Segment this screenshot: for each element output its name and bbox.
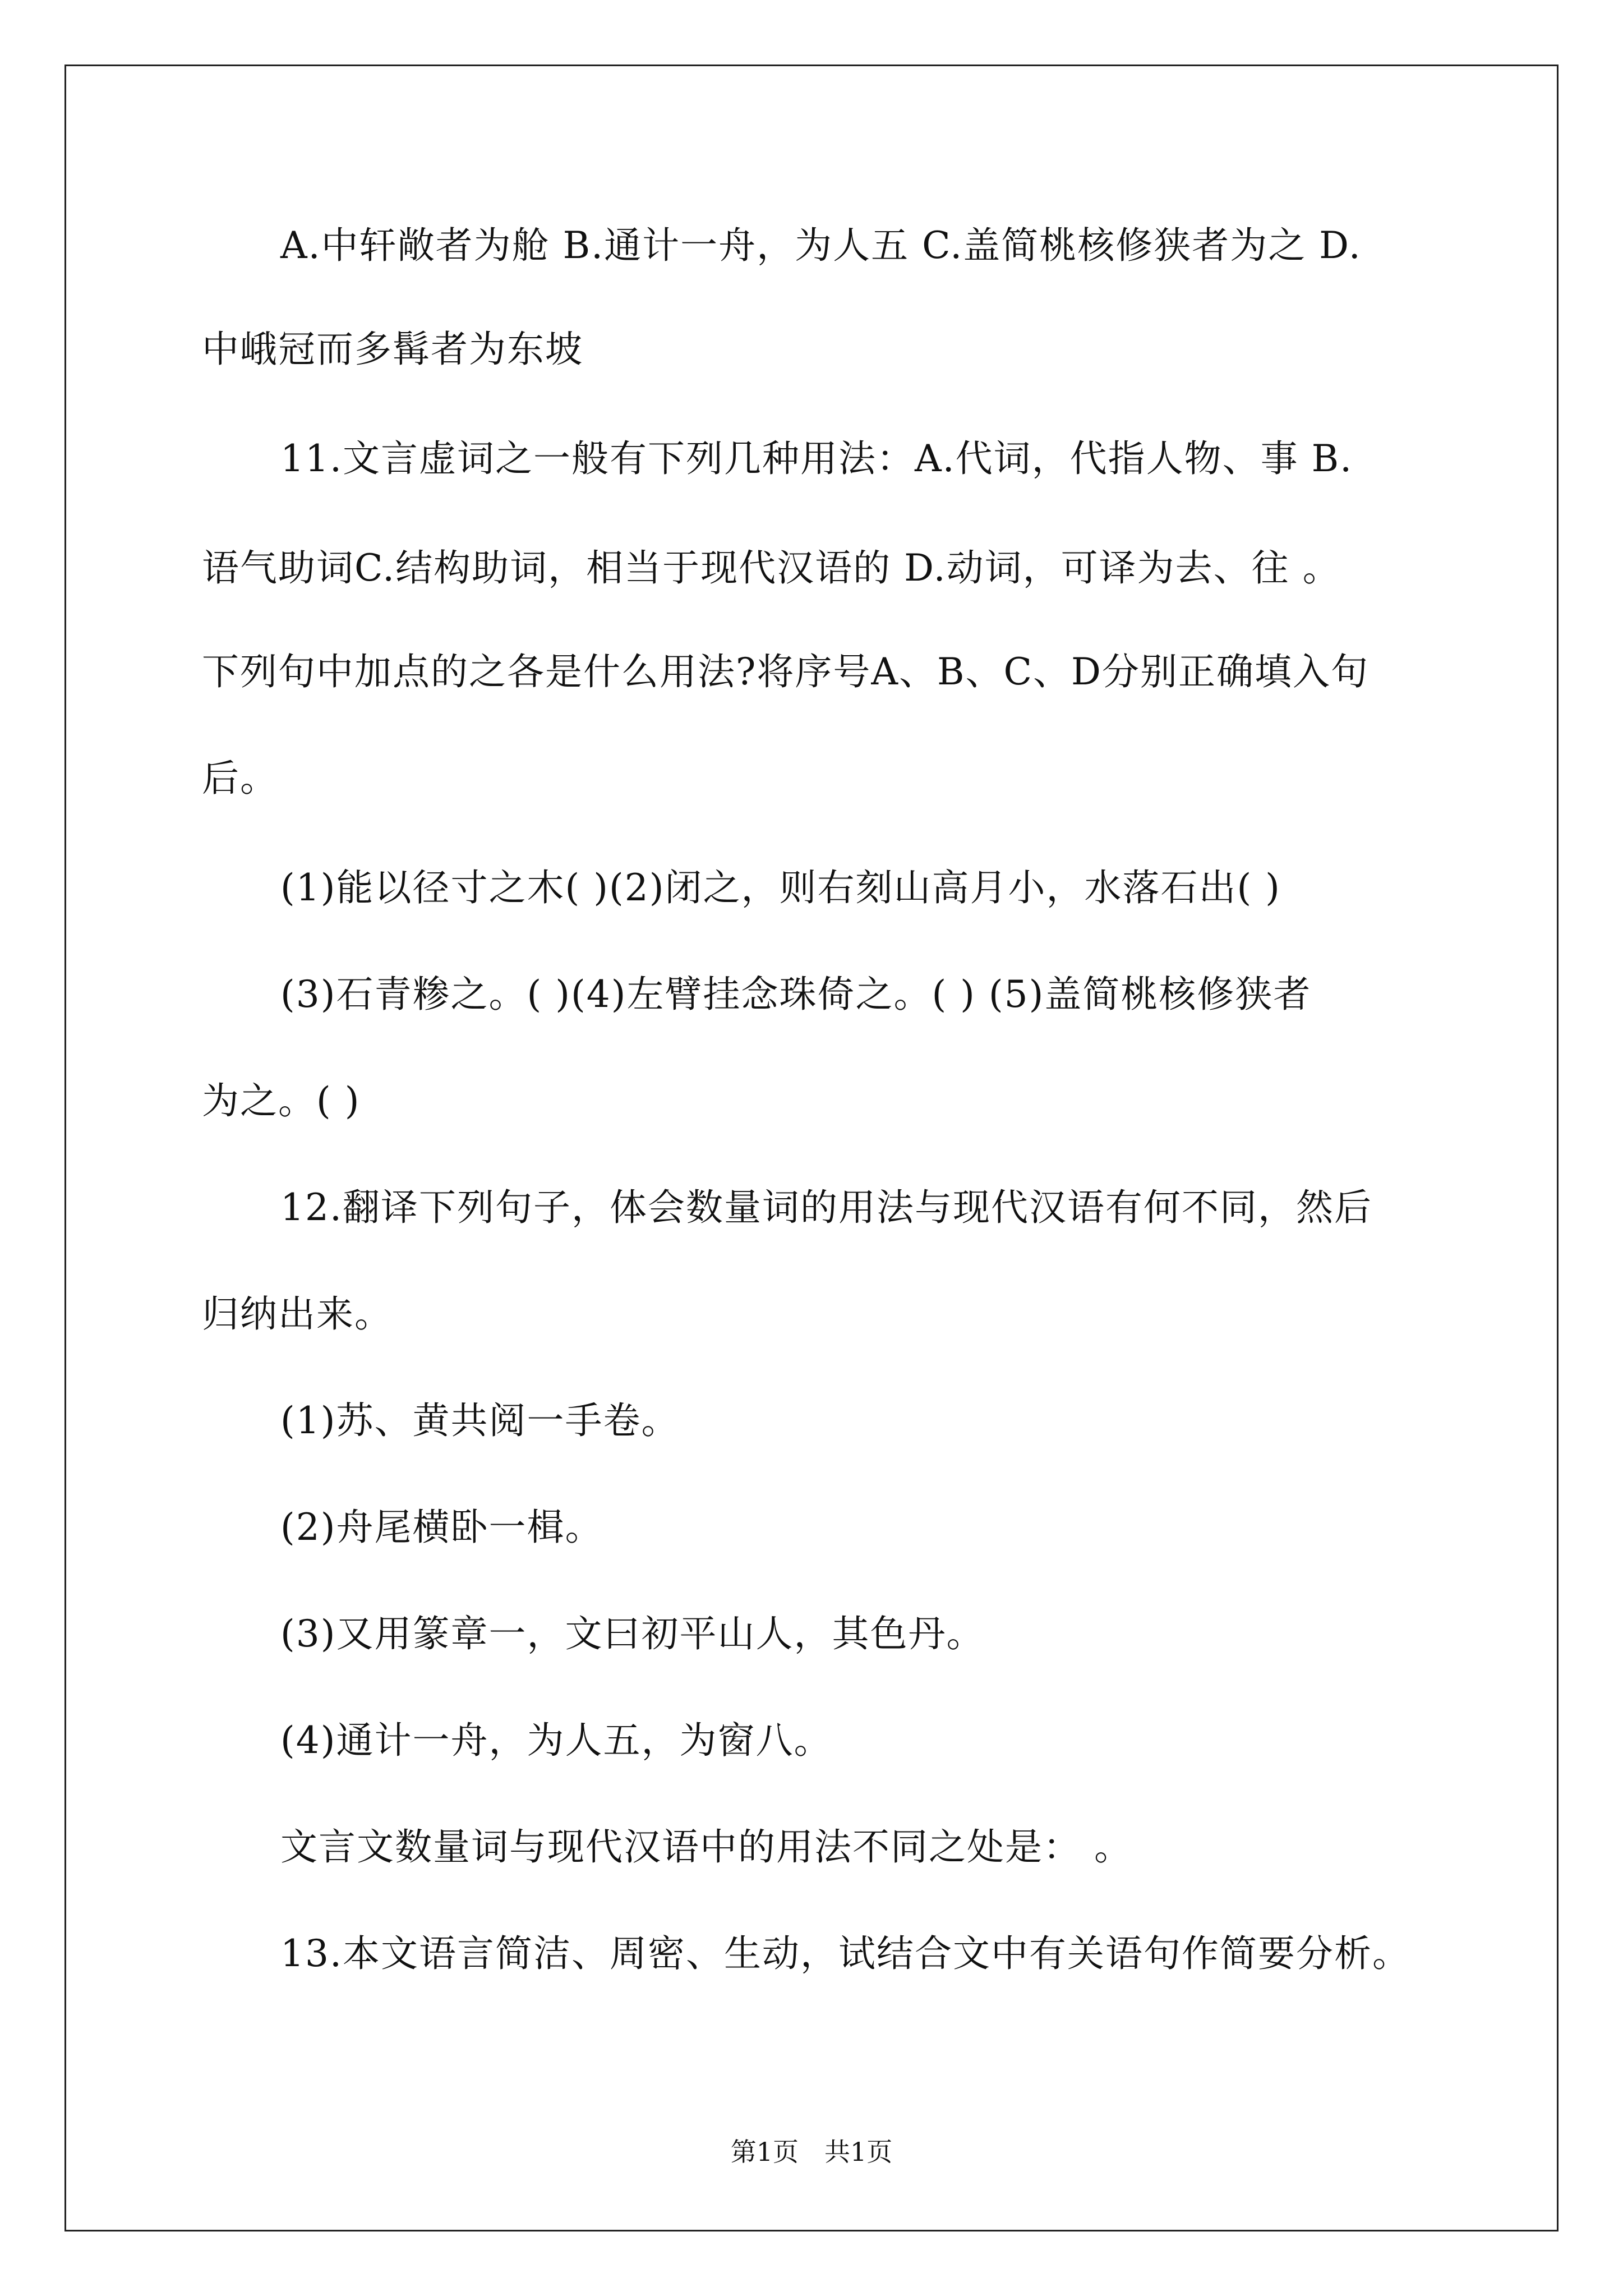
page-number-footer: 第1页 共1页 [730,2137,893,2167]
text-line-12: (1)苏、黄共阅一手卷。 [280,1399,680,1442]
text-line-5: 下列句中加点的之各是什么用法?将序号A、B、C、D分别正确填入句 [202,650,1369,693]
text-line-7: (1)能以径寸之木( )(2)闭之，则右刻山高月小，水落石出( ) [280,866,1281,909]
text-line-13: (2)舟尾横卧一楫。 [280,1506,603,1549]
text-line-14: (3)又用篆章一，文曰初平山人，其色丹。 [280,1612,985,1655]
text-line-17: 13.本文语言简洁、周密、生动，试结合文中有关语句作简要分析。 [280,1932,1410,1975]
text-line-1: A.中轩敞者为舱 B.通计一舟，为人五 C.盖简桃核修狭者为之 D. [280,224,1362,267]
text-line-9: 为之。( ) [202,1079,361,1122]
text-line-3: 11.文言虚词之一般有下列几种用法：A.代词，代指人物、事 B. [280,437,1353,480]
text-line-2: 中峨冠而多髯者为东坡 [202,328,583,371]
text-line-11: 归纳出来。 [202,1292,393,1336]
page-border [64,65,1559,2231]
text-line-4: 语气助词C.结构助词，相当于现代汉语的 D.动词，可译为去、往 。 [202,546,1341,590]
text-line-16: 文言文数量词与现代汉语中的用法不同之处是： 。 [280,1825,1132,1869]
text-line-15: (4)通计一舟，为人五，为窗八。 [280,1719,832,1762]
text-line-8: (3)石青糁之。( )(4)左臂挂念珠倚之。( ) (5)盖简桃核修狭者 [280,973,1312,1016]
text-line-10: 12.翻译下列句子，体会数量词的用法与现代汉语有何不同，然后 [280,1186,1372,1229]
text-line-6: 后。 [202,757,278,800]
